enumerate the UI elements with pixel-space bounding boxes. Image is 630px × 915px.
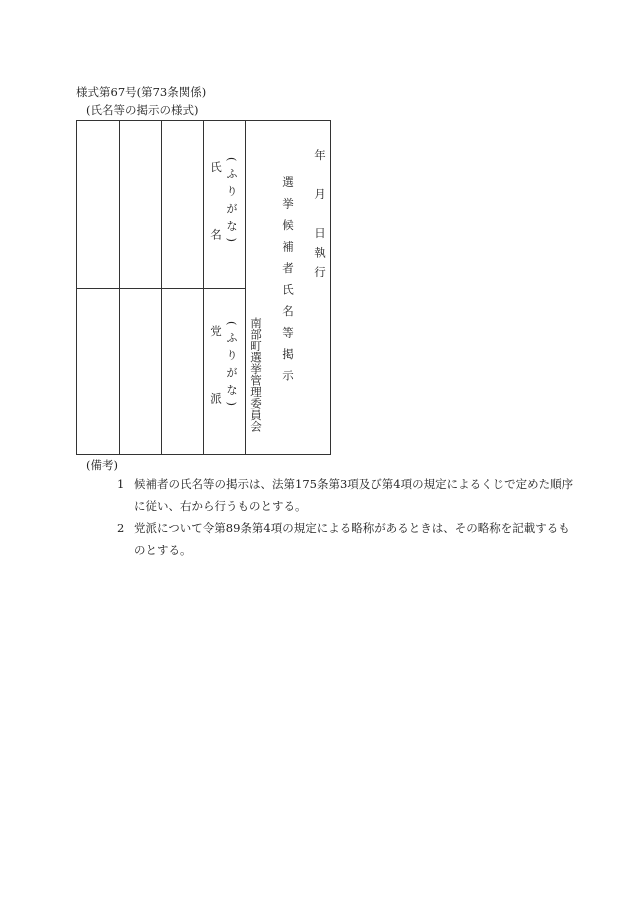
notes-heading: (備考) (86, 458, 118, 472)
note-number: 1 (117, 477, 125, 491)
column-divider (245, 121, 246, 454)
name-label: 氏 名 (209, 161, 223, 251)
note-text: 党派について令第89条第4項の規定による略称があるときは、その略称を記載するものとする。 (134, 521, 570, 557)
party-furigana-label: (ふりがな) (225, 321, 239, 412)
name-furigana-label: (ふりがな) (225, 157, 239, 248)
form-number: 様式第67号(第73条関係) (76, 85, 207, 99)
note-text: 候補者の氏名等の掲示は、法第175条第3項及び第4項の規定によるくじで定めた順序に従い、右から行うものとする。 (134, 477, 574, 513)
form-caption: (氏名等の掲示の様式) (86, 103, 199, 117)
row-divider (77, 288, 245, 289)
notice-title: 選挙候補者氏名等掲示 (281, 176, 295, 391)
party-label: 党 派 (209, 325, 223, 415)
note-number: 2 (117, 521, 125, 535)
issuer-name: 南部町選挙管理委員会 (249, 317, 263, 432)
notice-form-table (76, 120, 331, 455)
election-date-line: 年 月 日執行 (313, 149, 327, 286)
